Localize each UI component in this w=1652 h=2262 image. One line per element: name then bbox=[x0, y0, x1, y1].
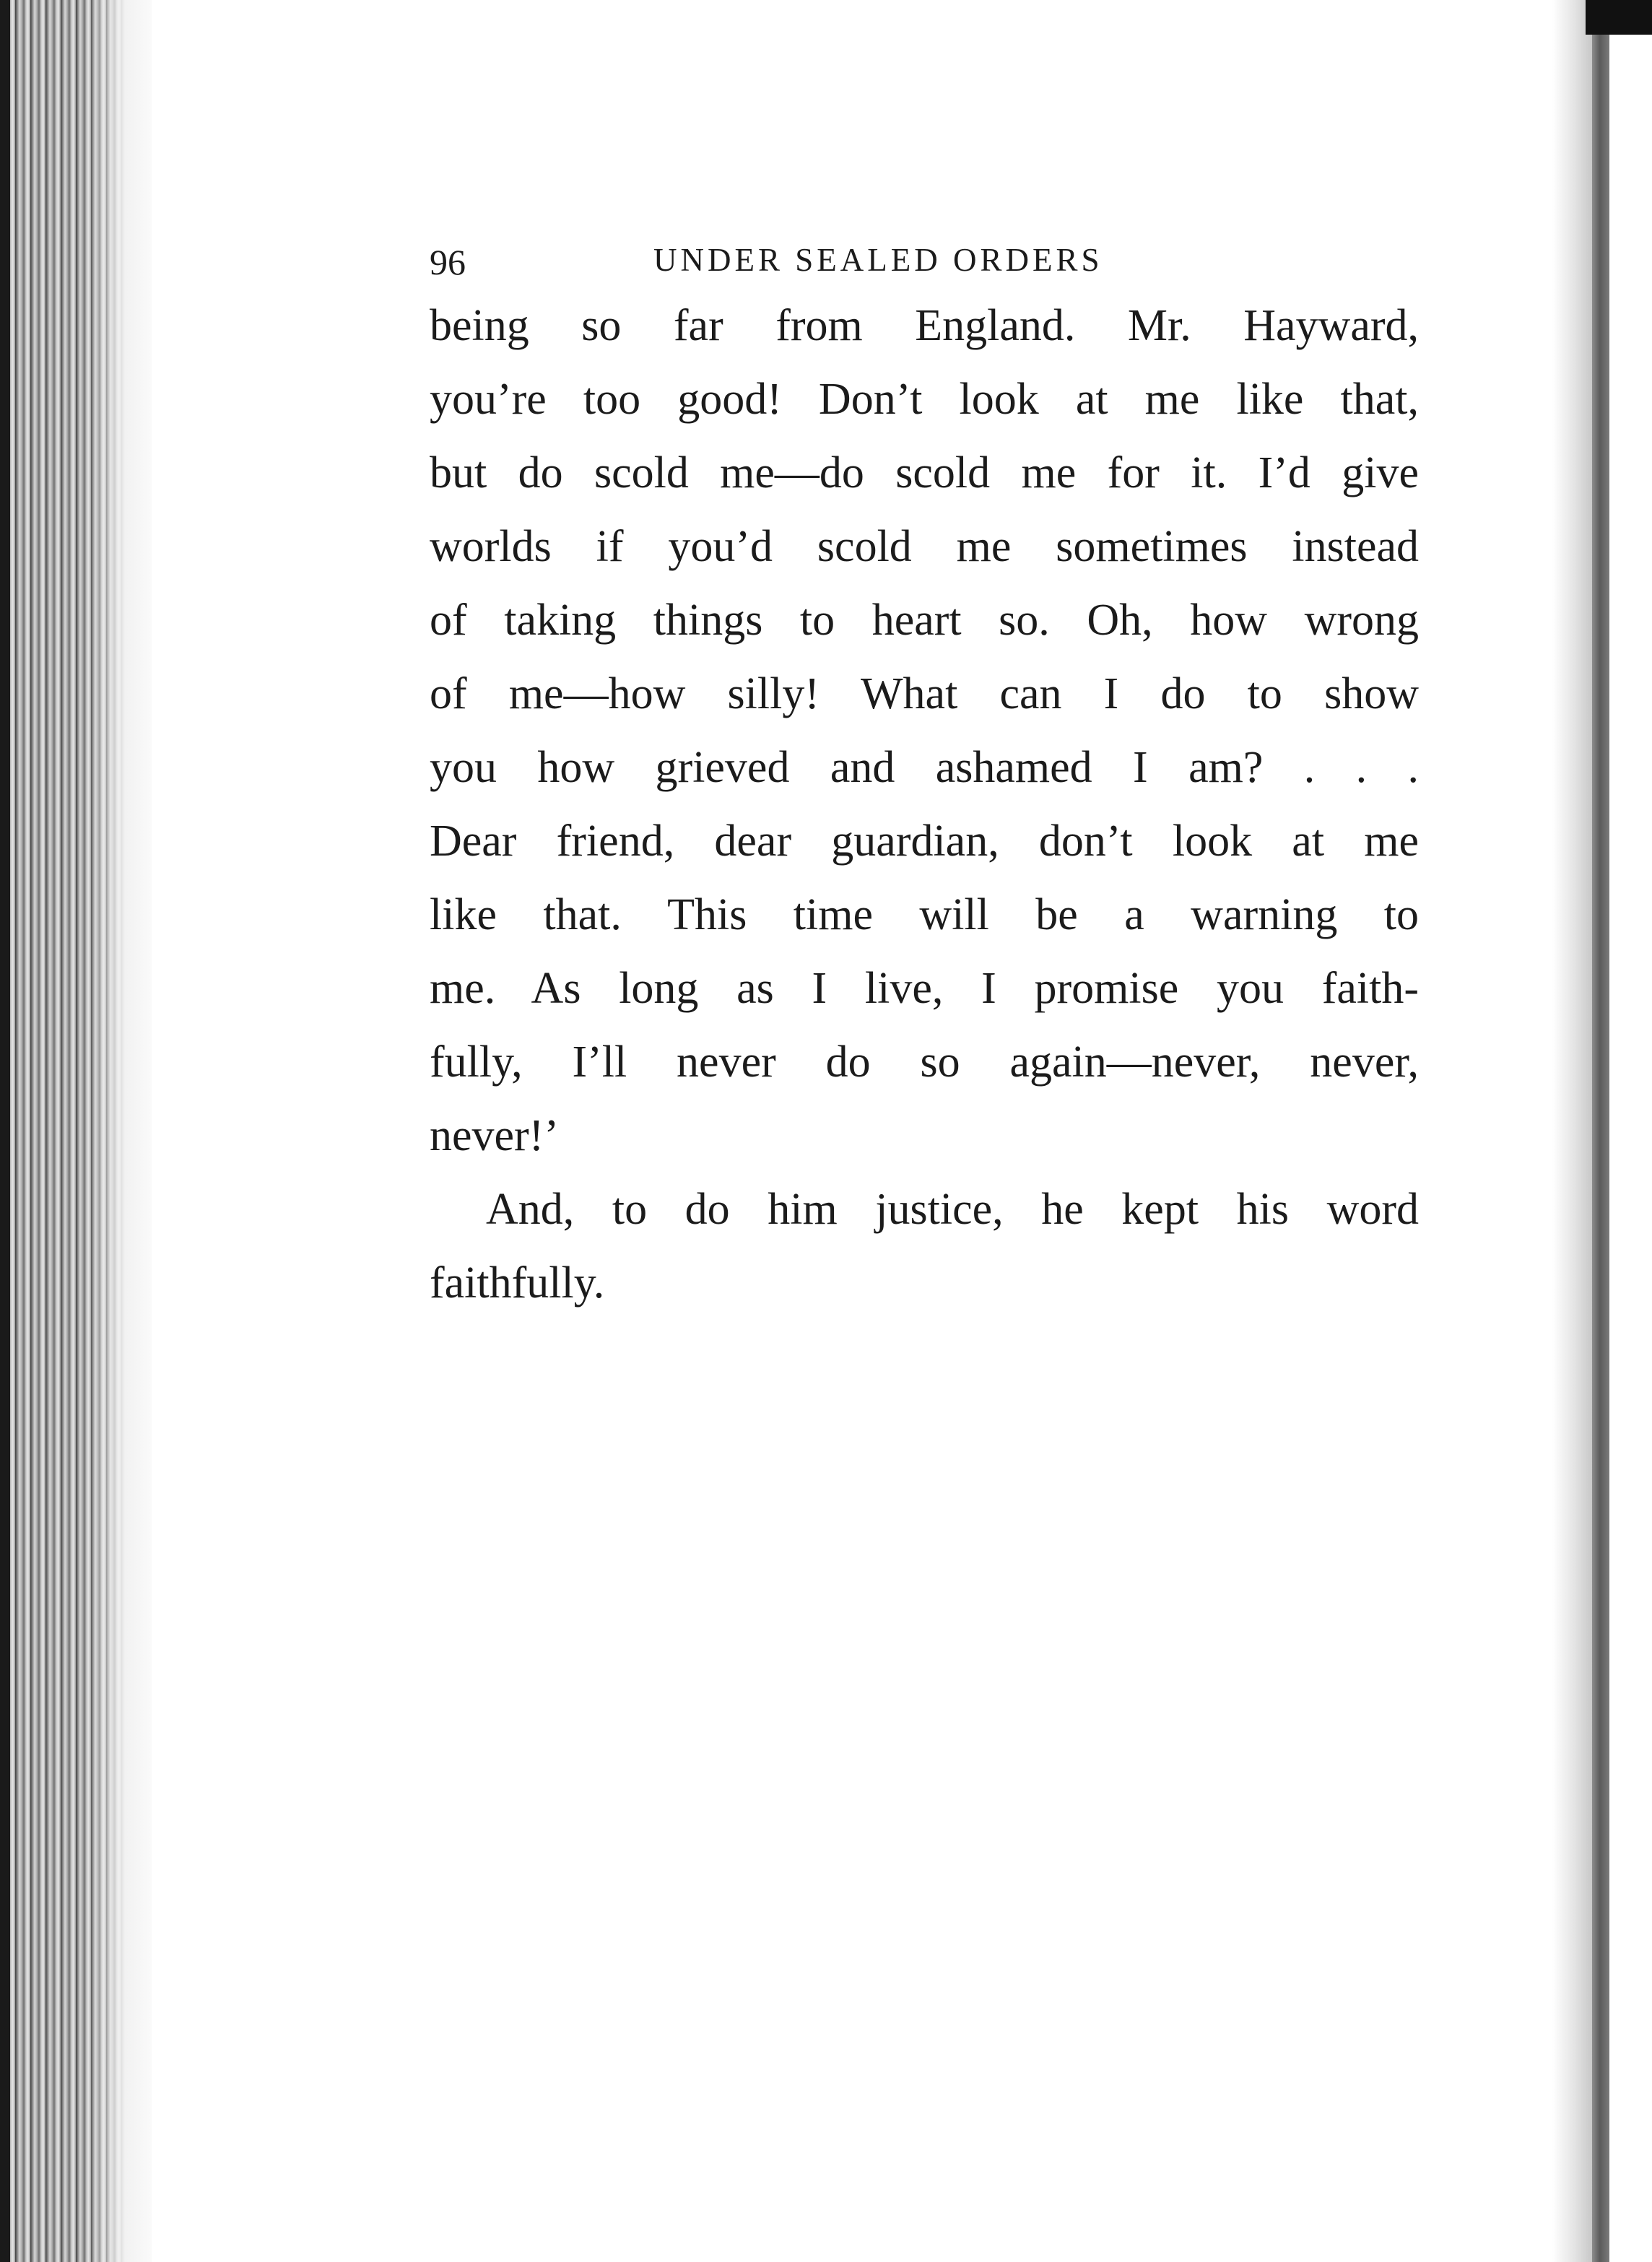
text-line: worlds if you’d scold me sometimes instead bbox=[430, 522, 1419, 571]
page-content bbox=[430, 231, 1419, 1320]
text-line: And, to do him justice, he kept his word bbox=[486, 1185, 1419, 1234]
running-head bbox=[430, 231, 1419, 289]
text-line: being so far from England. Mr. Hayward, bbox=[430, 301, 1419, 350]
right-binding-strip bbox=[1592, 0, 1609, 2262]
right-corner-dark bbox=[1586, 0, 1652, 35]
running-title: UNDER SEALED ORDERS bbox=[653, 242, 1103, 278]
text-line: faithfully. bbox=[430, 1258, 605, 1308]
text-line: of taking things to heart so. Oh, how wrong bbox=[430, 596, 1419, 645]
text-line: of me—how silly! What can I do to show bbox=[430, 669, 1419, 718]
left-gutter-shadow bbox=[87, 0, 152, 2262]
text-line: you how grieved and ashamed I am? . . . bbox=[430, 743, 1419, 792]
text-line: like that. This time will be a warning to bbox=[430, 890, 1419, 939]
right-gutter-shadow bbox=[1552, 0, 1592, 2262]
text-line: you’re too good! Don’t look at me like that, bbox=[430, 375, 1419, 424]
page-number: 96 bbox=[430, 242, 466, 282]
right-margin bbox=[1609, 0, 1652, 2262]
text-line: me. As long as I live, I promise you faith- bbox=[430, 964, 1419, 1013]
text-line: Dear friend, dear guardian, don’t look at me bbox=[430, 817, 1419, 866]
body-text bbox=[430, 289, 1419, 1320]
left-spine-edge bbox=[0, 0, 10, 2262]
text-line: but do scold me—do scold me for it. I’d give bbox=[430, 448, 1419, 497]
text-line: fully, I’ll never do so again—never, never, bbox=[430, 1038, 1419, 1087]
text-line: never!’ bbox=[430, 1111, 559, 1160]
